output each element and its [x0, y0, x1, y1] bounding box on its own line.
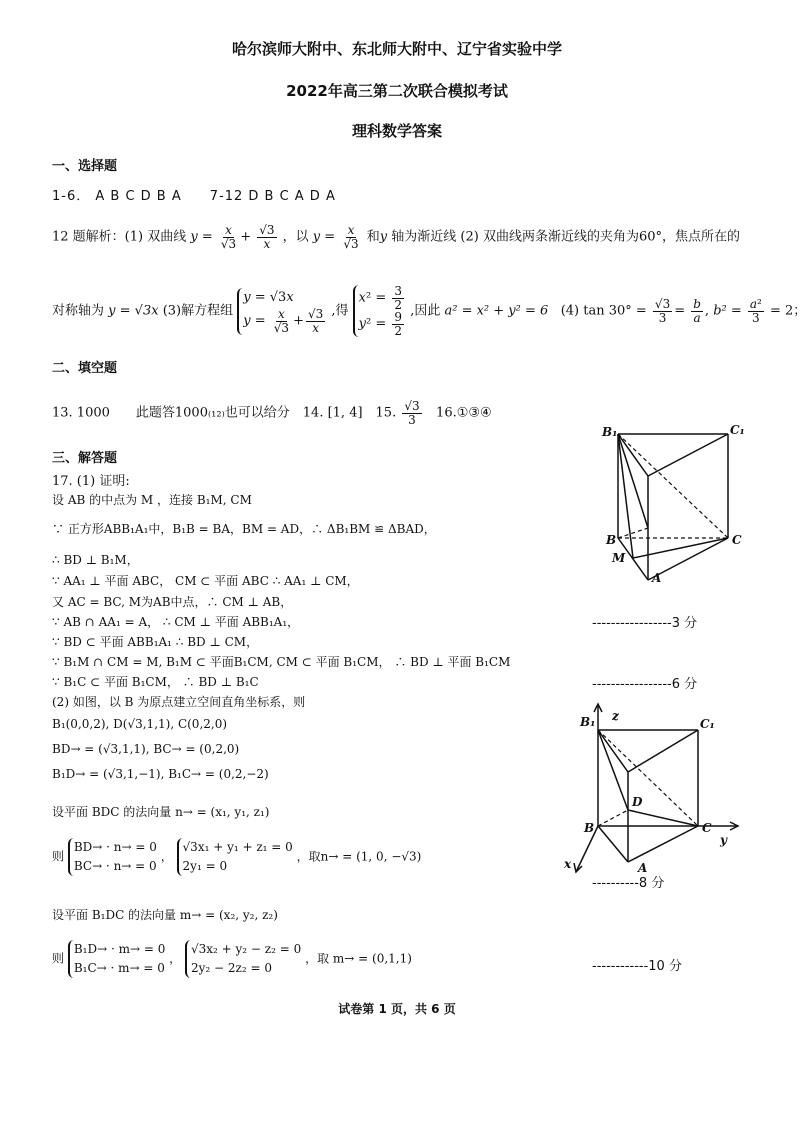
label-c: C [702, 821, 712, 835]
page-footer: 试卷第 1 页，共 6 页 [338, 1002, 456, 1016]
proof-line-7: ∵ BD ⊂ 平面 ABB₁A₁ ∴ BD ⊥ CM， [52, 635, 259, 649]
figure-prism-2 [560, 700, 750, 880]
label-d: D [632, 795, 643, 809]
coord-line-1: B₁(0,0,2), D(√3,1,1), C(0,2,0) [52, 717, 228, 731]
frac-x-sqrt3: $\frac{x}{√3}$ [220, 223, 237, 251]
q12-line2: 对称轴为 y = √3x (3)解方程组 y = √3x y = $\frac{x}{√3}$ + $\frac{√3}{x}$ ,得 x² = $\frac{3}{2}$ y² = $\frac{9}{2}$ ,因此 a² = x² + y² = 6 (4) tan 30° = $\frac{√3}{3}$ = $\frac{b}{a}$ , b² = $\frac{\text{a²}}{3}$ = 2； [52, 284, 806, 338]
q12-intro: 12 题解析：(1) 双曲线 [52, 229, 187, 245]
q12-line1: 12 题解析：(1) 双曲线 y = $\frac{x}{√3}$ + $\frac{√3}{x}$ ，以 y = $\frac{x}{√3}$ 和y 轴为渐近线 (2) 双曲线两条渐近线的夹角为60°，焦点所在的 [52, 223, 740, 251]
score-6: -----------------6 分 [592, 677, 698, 692]
label-b: B [584, 821, 595, 835]
q17-head: 17. (1) 证明: [52, 474, 130, 489]
proof-line-2: ∵ 正方形ABB₁A₁中，B₁B = BA，BM = AD，∴ ΔB₁BM ≌ ΔBAD， [52, 522, 436, 536]
proof-line-1: 设 AB 的中点为 M ，连接 B₁M, CM [52, 493, 252, 507]
figure-prism-1 [596, 420, 756, 590]
proof-line-6: ∵ AB ∩ AA₁ = A， ∴ CM ⊥ 平面 ABB₁A₁， [52, 615, 300, 629]
proof-line-3: ∴ BD ⊥ B₁M， [52, 553, 139, 567]
proof-line-9: ∵ B₁C ⊂ 平面 B₁CM， ∴ BD ⊥ B₁C [52, 675, 259, 689]
label-c1: C₁ [700, 717, 715, 731]
normal-m-intro: 设平面 B₁DC 的法向量 m→ = (x₂, y₂, z₂) [52, 908, 278, 922]
label-y: y [720, 833, 727, 847]
label-a: A [652, 571, 662, 585]
label-c: C [732, 533, 742, 547]
frac-sqrt3-x: $\frac{√3}{x}$ [259, 223, 275, 251]
score-10: ------------10 分 [592, 959, 682, 974]
score-3: -----------------3 分 [592, 616, 698, 631]
section-2-title: 二、填空题 [52, 361, 118, 376]
section-1-title: 一、选择题 [52, 159, 118, 174]
school-names: 哈尔滨师大附中、东北师大附中、辽宁省实验中学 [231, 40, 562, 58]
exam-title: 2022年高三第二次联合模拟考试 [286, 82, 508, 100]
coord-line-3: B₁D→ = (√3,1,−1), B₁C→ = (0,2,−2) [52, 767, 269, 781]
proof-line-5: 又 AC = BC, M为AB中点，∴ CM ⊥ AB， [52, 595, 293, 609]
label-z: z [612, 709, 619, 723]
score-8: ----------8 分 [592, 876, 665, 891]
label-c1: C₁ [730, 423, 745, 437]
choice-answers: 1-6． A B C D B A 7-12 D B C A D A [52, 189, 336, 204]
label-x: x [564, 857, 572, 871]
label-a: A [638, 861, 648, 875]
normal-n-system: 则 BD→ · n→ = 0 BC→ · n→ = 0 ， √3x₁ + y₁ + z₁ = 0 2y₁ = 0 ，取n→ = (1, 0, −√3) [52, 838, 421, 876]
proof-line-4: ∵ AA₁ ⊥ 平面 ABC， CM ⊂ 平面 ABC ∴ AA₁ ⊥ CM， [52, 574, 359, 588]
answer-title: 理科数学答案 [351, 122, 442, 140]
fill-answers: 13. 1000 此题答1000₍₁₂₎也可以给分 14. [1, 4] 15. $\frac{√3}{3}$ 16.①③④ [52, 399, 492, 427]
system-brace-2: x² = $\frac{3}{2}$ y² = $\frac{9}{2}$ [353, 285, 406, 337]
normal-m-system: 则 B₁D→ · m→ = 0 B₁C→ · m→ = 0 ， √3x₂ + y₂ − z₂ = 0 2y₂ − 2z₂ = 0 ，取 m→ = (0,1,1) [52, 940, 412, 978]
label-m: M [612, 551, 626, 565]
label-b1: B₁ [602, 425, 618, 439]
proof-line-8: ∵ B₁M ∩ CM = M, B₁M ⊂ 平面B₁CM, CM ⊂ 平面 B₁CM， ∴ BD ⊥ 平面 B₁CM [52, 655, 511, 669]
normal-n-intro: 设平面 BDC 的法向量 n→ = (x₁, y₁, z₁) [52, 805, 270, 819]
system-brace-1: y = √3x y = $\frac{x}{√3}$ + $\frac{√3}{x}$ [237, 288, 327, 335]
section-3-title: 三、解答题 [52, 451, 118, 466]
coord-line-2: BD→ = (√3,1,1), BC→ = (0,2,0) [52, 742, 240, 756]
label-b1: B₁ [580, 715, 596, 729]
part2-intro: (2) 如图，以 B 为原点建立空间直角坐标系，则 [52, 695, 306, 709]
label-b: B [606, 533, 617, 547]
